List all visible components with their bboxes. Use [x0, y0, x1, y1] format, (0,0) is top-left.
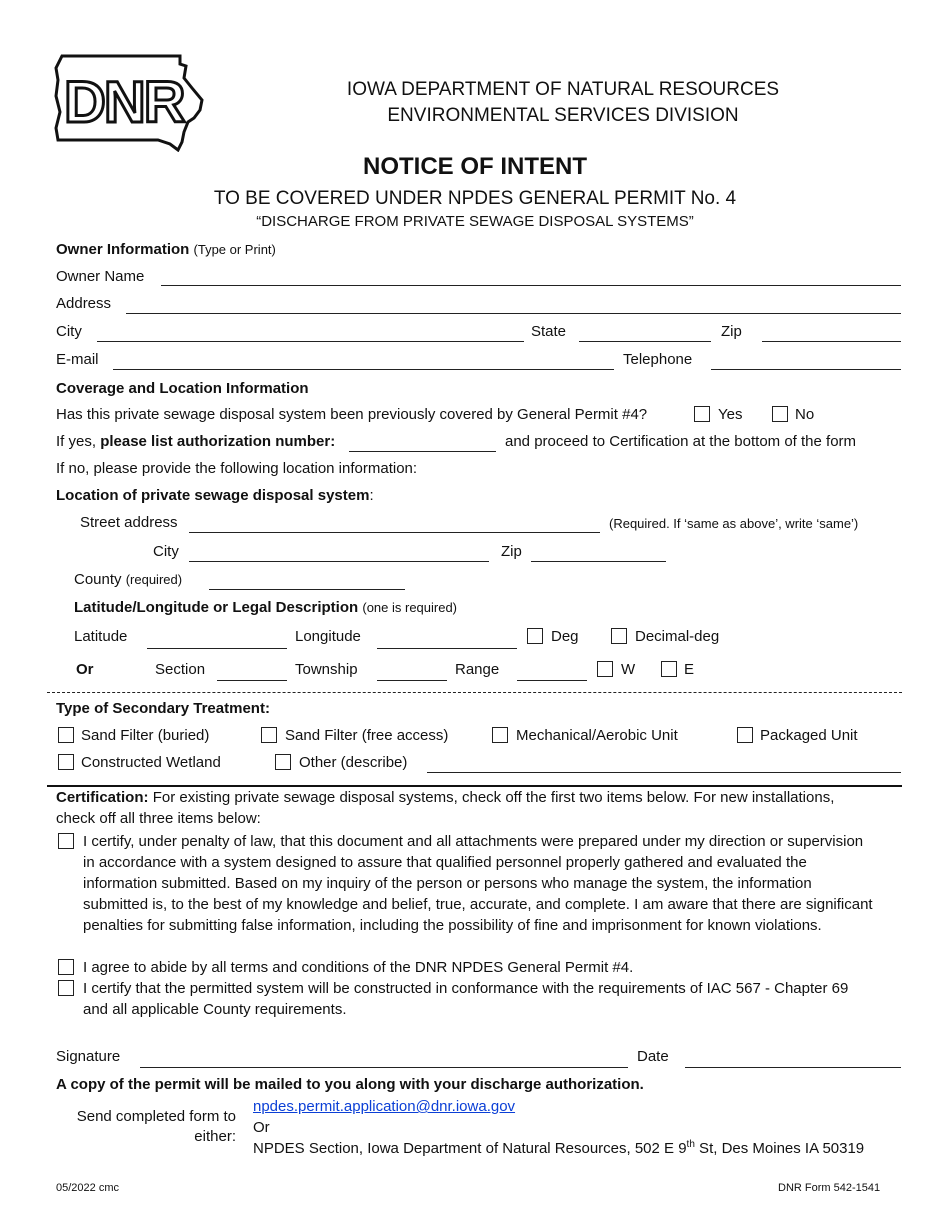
mechanical-aerobic-checkbox[interactable] [492, 727, 508, 743]
previous-coverage-question: Has this private sewage disposal system been previously covered by General Permit #4? [56, 406, 648, 423]
page-title: NOTICE OF INTENT [363, 153, 587, 180]
location-city-label: City [153, 543, 179, 560]
agree-terms-text: I agree to abide by all terms and conditions of the DNR NPDES General Permit #4. [83, 959, 634, 976]
zip-field[interactable] [762, 341, 901, 342]
coverage-heading: Coverage and Location Information [56, 380, 309, 397]
address-label: Address [56, 295, 112, 312]
location-heading: Location of private sewage disposal system: [56, 487, 374, 504]
send-label: Send completed form to either: [76, 1108, 236, 1145]
address-field[interactable] [126, 313, 901, 314]
yes-label: Yes [718, 406, 743, 423]
no-checkbox[interactable] [772, 406, 788, 422]
east-label: E [684, 661, 695, 678]
certify-penalty-checkbox[interactable] [58, 833, 74, 849]
location-zip-field[interactable] [531, 561, 666, 562]
signature-label: Signature [56, 1048, 121, 1065]
longitude-label: Longitude [295, 628, 361, 645]
west-checkbox[interactable] [597, 661, 613, 677]
email-field[interactable] [113, 369, 614, 370]
sand-filter-free-access-label: Sand Filter (free access) [285, 727, 449, 744]
location-city-field[interactable] [189, 561, 489, 562]
owner-name-label: Owner Name [56, 268, 145, 285]
no-label: No [795, 406, 815, 423]
county-label: County (required) [74, 571, 183, 588]
west-label: W [621, 661, 636, 678]
authorization-label: If yes, please list authorization number: [56, 433, 336, 450]
certify-penalty-text: I certify, under penalty of law, that this document and all attachments were prepared under my direction or supervision in accordance with a system designed to assure that qualified personnel properly gathered and evaluated the information submitted. Based on my inquiry of the person or persons who manage the system, the information submitted is, to the best of my knowledge and belief, true, accurate, and complete. I am aware that there are significant penalties for submitting false information, including the possibility of fine and imprisonment for known violations. [83, 833, 873, 934]
or-text: Or [253, 1119, 270, 1136]
certification-intro-2: check off all three items below: [56, 810, 261, 827]
street-address-field[interactable] [189, 532, 600, 533]
constructed-wetland-label: Constructed Wetland [81, 754, 221, 771]
longitude-field[interactable] [377, 648, 517, 649]
proceed-note: and proceed to Certification at the bottom of the form [505, 433, 857, 450]
agree-terms-checkbox[interactable] [58, 959, 74, 975]
sand-filter-free-access-checkbox[interactable] [261, 727, 277, 743]
email-label: E-mail [56, 351, 99, 368]
or-label: Or [76, 661, 94, 678]
location-zip-label: Zip [501, 543, 522, 560]
logo-text: DNR [64, 70, 184, 135]
certify-construction-checkbox[interactable] [58, 980, 74, 996]
email-link[interactable]: npdes.permit.application@dnr.iowa.gov [253, 1098, 516, 1115]
telephone-label: Telephone [623, 351, 693, 368]
copy-notice: A copy of the permit will be mailed to you along with your discharge authorization. [56, 1076, 644, 1093]
latlong-heading: Latitude/Longitude or Legal Description (one is required) [74, 599, 458, 616]
sand-filter-buried-checkbox[interactable] [58, 727, 74, 743]
latitude-label: Latitude [74, 628, 128, 645]
section-divider [47, 692, 902, 693]
deg-label: Deg [551, 628, 579, 645]
other-checkbox[interactable] [275, 754, 291, 770]
footer-form-number: DNR Form 542-1541 [778, 1182, 881, 1194]
authorization-number-field[interactable] [349, 451, 496, 452]
city-field[interactable] [97, 341, 524, 342]
zip-label: Zip [721, 323, 742, 340]
street-address-note: (Required. If ‘same as above’, write ‘same’) [609, 516, 859, 531]
state-field[interactable] [579, 341, 711, 342]
section-label: Section [155, 661, 206, 678]
page-subtitle: TO BE COVERED UNDER NPDES GENERAL PERMIT No. 4 [213, 188, 737, 209]
east-checkbox[interactable] [661, 661, 677, 677]
department-name: IOWA DEPARTMENT OF NATURAL RESOURCES [346, 79, 780, 100]
certify-construction-text: I certify that the permitted system will be constructed in conformance with the requirements of IAC 567 - Chapter 69 and all applicable County requirements. [83, 980, 849, 1018]
state-label: State [531, 323, 567, 340]
date-label: Date [637, 1048, 669, 1065]
city-label: City [56, 323, 82, 340]
owner-heading: Owner Information (Type or Print) [56, 241, 276, 258]
range-label: Range [455, 661, 500, 678]
section-field[interactable] [217, 680, 287, 681]
decimal-deg-checkbox[interactable] [611, 628, 627, 644]
packaged-unit-checkbox[interactable] [737, 727, 753, 743]
telephone-field[interactable] [711, 369, 901, 370]
constructed-wetland-checkbox[interactable] [58, 754, 74, 770]
treatment-heading: Type of Secondary Treatment: [56, 700, 270, 717]
yes-checkbox[interactable] [694, 406, 710, 422]
certification-divider [47, 785, 902, 787]
other-label: Other (describe) [299, 754, 408, 771]
other-describe-field[interactable] [427, 772, 901, 773]
sand-filter-buried-label: Sand Filter (buried) [81, 727, 210, 744]
date-field[interactable] [685, 1067, 901, 1068]
division-name: ENVIRONMENTAL SERVICES DIVISION [387, 105, 739, 126]
mechanical-aerobic-label: Mechanical/Aerobic Unit [516, 727, 678, 744]
township-label: Township [295, 661, 358, 678]
mailing-address: NPDES Section, Iowa Department of Natural Resources, 502 E 9th St, Des Moines IA 50319 [253, 1139, 865, 1157]
range-field[interactable] [517, 680, 587, 681]
owner-name-field[interactable] [161, 285, 901, 286]
footer-date: 05/2022 cmc [56, 1182, 119, 1194]
packaged-unit-label: Packaged Unit [760, 727, 858, 744]
dnr-logo [52, 52, 208, 156]
location-prompt: If no, please provide the following location information: [56, 460, 418, 477]
decimal-deg-label: Decimal-deg [635, 628, 720, 645]
latitude-field[interactable] [147, 648, 287, 649]
county-field[interactable] [209, 589, 405, 590]
certification-intro: Certification: For existing private sewage disposal systems, check off the first two items below. For new installations, [56, 789, 835, 806]
street-address-label: Street address [80, 514, 178, 531]
township-field[interactable] [377, 680, 447, 681]
deg-checkbox[interactable] [527, 628, 543, 644]
permit-name: “DISCHARGE FROM PRIVATE SEWAGE DISPOSAL SYSTEMS” [256, 213, 694, 230]
signature-field[interactable] [140, 1067, 628, 1068]
